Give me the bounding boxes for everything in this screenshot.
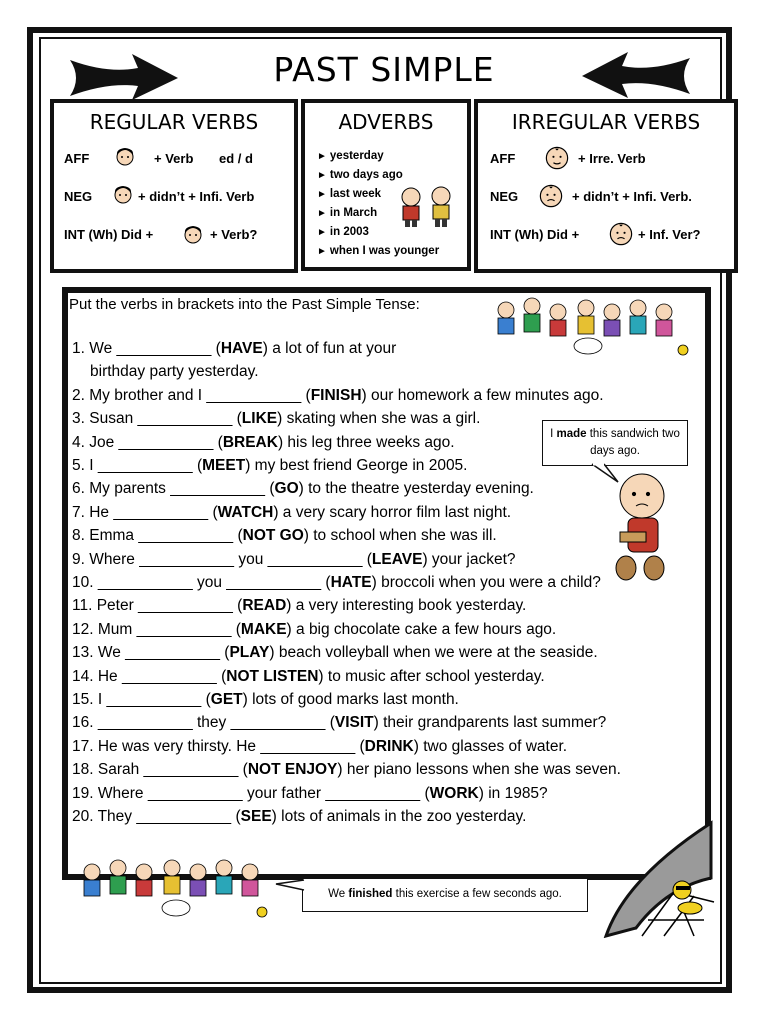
sentence-text: ) to the theatre yesterday evening.: [298, 480, 534, 498]
sentence-number: 15.: [72, 691, 98, 708]
sentence-text: My parents ___________ (: [89, 480, 275, 498]
sentence-text: ) in 1985?: [478, 784, 548, 802]
sentence-verb: VISIT: [334, 714, 374, 732]
sentence-text: Where ___________ you ___________ (: [89, 550, 372, 568]
sentence-text: Joe ___________ (: [89, 433, 223, 451]
exercise-sentence: [72, 340, 396, 358]
sentence-verb: GO: [274, 480, 299, 498]
sentence-number: 10.: [72, 574, 98, 591]
sentence-number: 18.: [72, 761, 98, 779]
bubble-text: this exercise a few seconds ago.: [392, 888, 562, 900]
irregular-verbs-heading: IRREGULAR VERBS: [511, 110, 701, 134]
sentence-text: ) to music after school yesterday.: [318, 667, 545, 685]
lucy-face-icon: [112, 183, 134, 205]
bubble-bold-verb: made: [556, 428, 587, 440]
sentence-text: ___________ they ___________ (: [97, 714, 335, 732]
speech-bubble: [302, 878, 588, 912]
exercise-sentence: [72, 738, 567, 756]
sentence-verb: NOT ENJOY: [247, 761, 338, 779]
irregular-neg-rest: + didn’t + Infi. Verb.: [572, 189, 692, 204]
regular-aff-label: AFF: [64, 151, 90, 166]
sentence-number: 16.: [72, 714, 98, 732]
sentence-number: 19.: [72, 784, 98, 802]
sentence-number: 17.: [72, 737, 98, 755]
bubble-bold-verb: finished: [348, 888, 393, 900]
sentence-text: ) skating when she was a girl.: [277, 410, 481, 428]
exercise-sentence: [72, 597, 526, 615]
bubble-text: I: [550, 428, 557, 440]
sentence-number: 12.: [72, 620, 98, 638]
sentence-text: ) two glasses of water.: [413, 737, 568, 755]
sentence-text: ) his leg three weeks ago.: [277, 433, 455, 451]
peanuts-gang-illustration: [76, 856, 276, 920]
exercise-sentence: [90, 363, 259, 381]
sentence-text: ) beach volleyball when we were at the seaside.: [269, 644, 598, 662]
sentence-verb: DRINK: [364, 737, 414, 755]
exercise-sentence: [72, 644, 598, 662]
sentence-text: ) a lot of fun at your: [262, 340, 397, 357]
adverb-item: ► when I was younger: [317, 242, 439, 261]
exercise-sentence: [72, 457, 468, 475]
exercise-sentence: [72, 574, 601, 592]
exercise-sentence: [72, 785, 548, 803]
regular-int-rest: + Verb?: [210, 227, 258, 242]
sentence-verb: GET: [210, 691, 243, 708]
sentence-text: He was very thirsty. He ___________ (: [97, 737, 365, 755]
sentence-text: We ___________ (: [97, 644, 230, 662]
exercise-sentence: [72, 761, 621, 779]
adverb-item: ► last week: [317, 185, 439, 204]
regular-neg-label: NEG: [64, 189, 93, 204]
sentence-text: My brother and I ___________ (: [89, 386, 311, 404]
sentence-text: I ___________ (: [97, 691, 211, 708]
irregular-int-label: INT (Wh) Did +: [490, 227, 580, 242]
exercise-instruction: Put the verbs in brackets into the Past Simple Tense:: [69, 296, 420, 313]
sentence-number: 13.: [72, 644, 98, 662]
sentence-verb: LEAVE: [371, 550, 423, 568]
sentence-verb: READ: [242, 597, 287, 615]
sentence-text: ) our homework a few minutes ago.: [361, 386, 604, 404]
sentence-number: 1.: [72, 340, 90, 357]
charlie-brown-face-icon: [544, 145, 570, 171]
sentence-text: ) broccoli when you were a child?: [371, 574, 601, 591]
exercise-sentence: [72, 691, 459, 709]
irregular-int-rest: + Inf. Ver?: [638, 227, 701, 242]
lucy-face-icon: [114, 145, 136, 167]
sentence-text: birthday party yesterday.: [90, 363, 259, 381]
sentence-text: He ___________ (: [97, 667, 227, 685]
regular-verbs-heading: REGULAR VERBS: [89, 110, 259, 134]
exercise-sentence: [72, 551, 516, 569]
sentence-number: 3.: [72, 410, 90, 428]
adverb-item: ► yesterday: [317, 147, 439, 166]
sentence-number: 5.: [72, 457, 90, 474]
speech-bubble-tail: [590, 458, 620, 484]
adverb-item: ► in March: [317, 204, 439, 223]
sentence-verb: WORK: [429, 784, 479, 802]
sentence-text: Mum ___________ (: [97, 620, 241, 638]
irregular-aff-rest: + Irre. Verb: [578, 151, 646, 166]
sentence-text: ) their grandparents last summer?: [373, 714, 607, 732]
regular-neg-rest: + didn’t + Infi. Verb: [138, 189, 255, 204]
exercise-sentence: [72, 808, 526, 826]
sentence-text: ) your jacket?: [422, 550, 516, 568]
charlie-brown-face-icon: [608, 221, 634, 247]
sentence-number: 11.: [72, 597, 97, 615]
sentence-text: We ___________ (: [89, 340, 221, 357]
charlie-brown-face-icon: [538, 183, 564, 209]
sentence-verb: BREAK: [222, 433, 278, 451]
peanuts-gang-illustration: [488, 296, 698, 358]
sentence-number: 20.: [72, 808, 98, 825]
sentence-number: 2.: [72, 386, 90, 404]
sentence-text: ) lots of animals in the zoo yesterday.: [271, 808, 527, 825]
sentence-text: Sarah ___________ (: [97, 761, 248, 779]
speech-bubble-tail: [274, 876, 306, 896]
sentence-verb: WATCH: [217, 503, 274, 521]
sentence-text: ) to school when she was ill.: [303, 527, 497, 545]
sentence-number: 4.: [72, 433, 90, 451]
exercise-sentence: [72, 504, 511, 522]
exercise-sentence: [72, 621, 556, 639]
irregular-neg-label: NEG: [490, 189, 519, 204]
adverbs-box: [301, 99, 471, 271]
sentence-number: 8.: [72, 527, 90, 545]
sentence-text: Susan ___________ (: [89, 410, 242, 428]
irregular-aff-label: AFF: [490, 151, 516, 166]
sentence-verb: PLAY: [229, 644, 270, 662]
bubble-text: this sandwich two days ago.: [586, 428, 680, 457]
bubble-text: We: [328, 888, 349, 900]
adverb-item: ► two days ago: [317, 166, 439, 185]
exercise-sentence: [72, 527, 497, 545]
adverb-item: ► in 2003: [317, 223, 439, 242]
sentence-verb: SEE: [240, 808, 272, 825]
sentence-verb: MEET: [202, 457, 246, 474]
sentence-text: ) a big chocolate cake a few hours ago.: [286, 620, 557, 638]
sentence-verb: HATE: [330, 574, 372, 591]
sentence-text: Emma ___________ (: [89, 527, 243, 545]
sentence-number: 9.: [72, 550, 90, 568]
sentence-text: ) lots of good marks last month.: [242, 691, 459, 708]
sentence-verb: MAKE: [240, 620, 287, 638]
page-title: PAST SIMPLE: [273, 50, 495, 89]
regular-int-label: INT (Wh) Did +: [64, 227, 154, 242]
lucy-face-icon: [182, 223, 204, 245]
sentence-text: ___________ you ___________ (: [97, 574, 331, 591]
sentence-text: ) a very interesting book yesterday.: [286, 597, 527, 615]
sentence-text: They ___________ (: [97, 808, 241, 825]
sentence-text: ) her piano lessons when she was seven.: [337, 761, 621, 779]
sentence-verb: HAVE: [220, 340, 263, 357]
adverbs-heading: ADVERBS: [338, 110, 434, 134]
sentence-text: ) my best friend George in 2005.: [245, 457, 468, 474]
sentence-text: I ___________ (: [89, 457, 203, 474]
sentence-verb: NOT LISTEN: [226, 667, 319, 685]
exercise-sentence: [72, 434, 455, 452]
woodstock-deckchair-illustration: [634, 872, 722, 942]
irregular-verbs-box: [474, 99, 738, 273]
sentence-text: Where ___________ your father ___________ (: [97, 784, 430, 802]
regular-aff-extra: ed / d: [219, 151, 253, 166]
sentence-number: 7.: [72, 503, 90, 521]
sentence-number: 6.: [72, 480, 90, 498]
sentence-verb: NOT GO: [242, 527, 304, 545]
exercise-sentence: [72, 387, 604, 405]
linus-and-charlie-illustration: [391, 185, 461, 229]
sentence-text: Peter ___________ (: [96, 597, 243, 615]
regular-aff-rest: + Verb: [154, 151, 194, 166]
exercise-sentence: [72, 668, 545, 686]
linus-with-sandwich-illustration: [606, 470, 676, 582]
sentence-text: ) a very scary horror film last night.: [273, 503, 512, 521]
sentence-verb: LIKE: [241, 410, 278, 428]
exercise-sentence: [72, 480, 534, 498]
regular-verbs-box: [50, 99, 298, 273]
sentence-verb: FINISH: [310, 386, 362, 404]
exercise-sentence: [72, 410, 480, 428]
sentence-number: 14.: [72, 667, 98, 685]
sentence-text: He ___________ (: [89, 503, 218, 521]
exercise-sentence: [72, 714, 606, 732]
